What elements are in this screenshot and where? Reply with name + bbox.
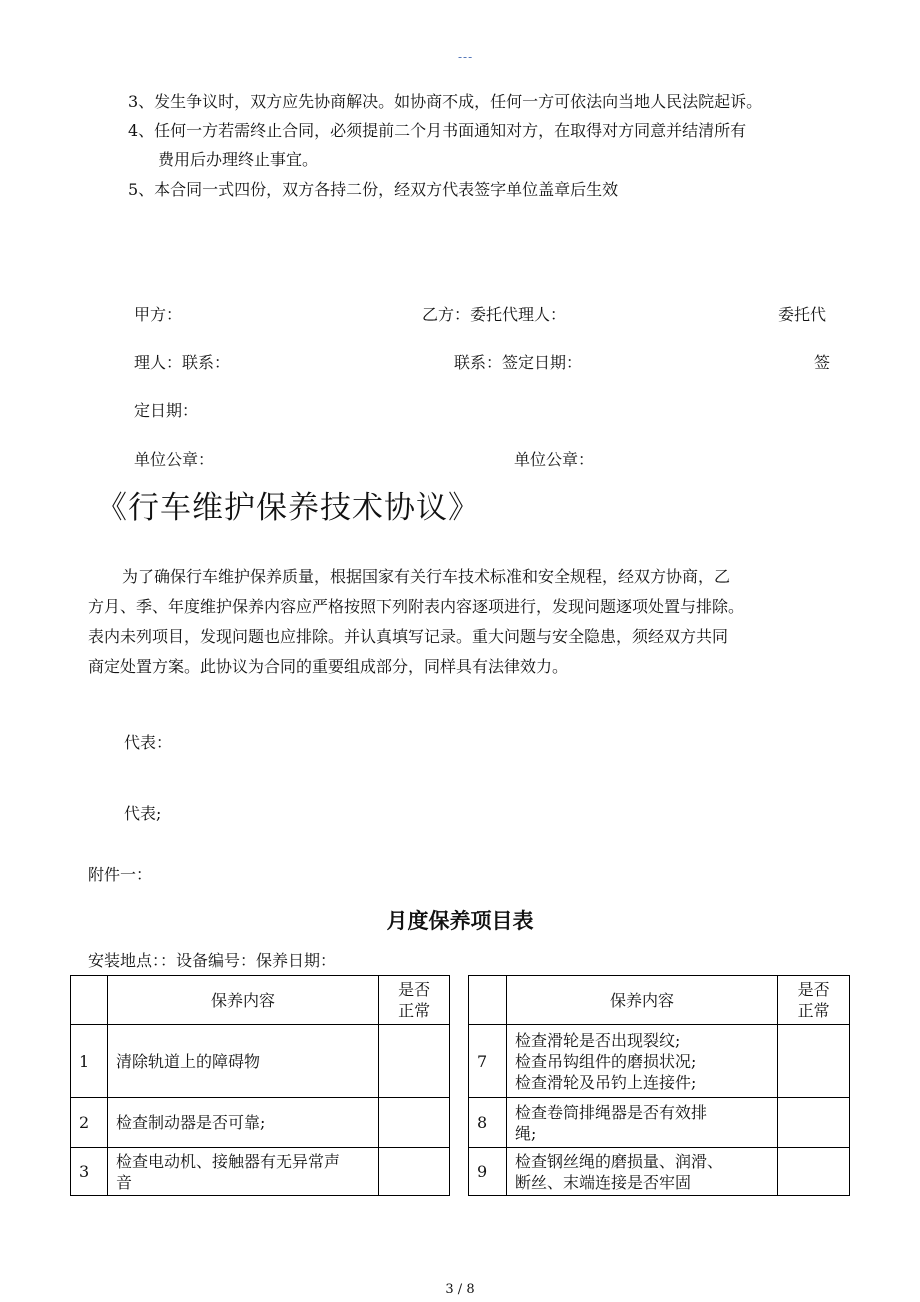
header-normal-line-2: 正常 [797, 1001, 830, 1020]
row-content-line: 断丝、末端连接是否牢固 [514, 1172, 691, 1192]
row-number: 7 [469, 1025, 507, 1098]
sign-fragment: 签 [814, 353, 831, 372]
contact-date-label: 联系：签定日期： [454, 353, 583, 372]
seal-label-a: 单位公章： [134, 450, 215, 469]
header-no-cell [469, 976, 507, 1025]
row-number: 8 [469, 1098, 507, 1148]
sign-date-label: 定日期： [134, 401, 199, 420]
maintenance-table [70, 975, 850, 1195]
row-number: 1 [71, 1025, 108, 1098]
agent-label-fragment: 委托代 [778, 305, 827, 324]
row-content-line: 检查吊钩组件的磨损状况; [514, 1051, 697, 1071]
header-normal-line-2: 正常 [398, 1001, 431, 1020]
row-content: 清除轨道上的障碍物 [107, 1025, 378, 1098]
row-content-line: 检查滑轮及吊钓上连接件; [514, 1072, 697, 1092]
agent-contact-label: 理人：联系： [134, 353, 231, 372]
row-content-line: 音 [115, 1172, 132, 1192]
row-content-line: 检查卷筒排绳器是否有效排 [514, 1102, 707, 1122]
attachment-label: 附件一： [88, 865, 153, 884]
page-number: 3 / 8 [445, 1282, 475, 1297]
representative-label-1: 代表： [124, 733, 173, 752]
row-content-line: 检查电动机、接触器有无异常声 [115, 1151, 340, 1171]
clause-4: 4、任何一方若需终止合同，必须提前二个月书面通知对方，在取得对方同意并结清所有 [128, 121, 747, 140]
header-content-cell: 保养内容 [506, 976, 777, 1025]
representative-label-2: 代表; [124, 804, 162, 823]
clause-4-continued: 费用后办理终止事宜。 [158, 150, 319, 169]
row-normal-cell [379, 1025, 450, 1098]
row-content-line: 绳; [514, 1123, 537, 1143]
row-normal-cell [379, 1148, 450, 1196]
row-content [107, 1148, 378, 1196]
clause-3: 3、发生争议时，双方应先协商解决。如协商不成，任何一方可依法向当地人民法院起诉。 [128, 92, 763, 111]
row-content: 检查制动器是否可靠; [107, 1098, 378, 1148]
row-content-line: 检查钢丝绳的磨损量、润滑、 [514, 1151, 723, 1171]
maintenance-table-right [468, 975, 850, 1196]
header-normal-cell [379, 976, 450, 1025]
header-normal-line-1: 是否 [398, 980, 431, 999]
row-normal-cell [778, 1098, 850, 1148]
agreement-title: 《行车维护保养技术协议》 [96, 490, 480, 526]
row-normal-cell [379, 1098, 450, 1148]
row-number: 3 [71, 1148, 108, 1196]
row-content [506, 1098, 777, 1148]
row-content [506, 1025, 777, 1098]
seal-label-b: 单位公章： [514, 450, 595, 469]
header-mark: --- [458, 50, 474, 64]
table-title: 月度保养项目表 [386, 909, 534, 933]
agreement-body-line-1: 为了确保行车维护保养质量，根据国家有关行车技术标准和安全规程，经双方协商，乙 [122, 567, 731, 586]
agreement-body-line-4: 商定处置方案。此协议为合同的重要组成部分，同样具有法律效力。 [88, 657, 569, 676]
header-content-cell: 保养内容 [107, 976, 378, 1025]
table-spacer [450, 975, 469, 1195]
header-no-cell [71, 976, 108, 1025]
header-normal-line-1: 是否 [797, 980, 830, 999]
agreement-body-line-2: 方月、季、年度维护保养内容应严格按照下列附表内容逐项进行，发现问题逐项处置与排除。 [88, 597, 745, 616]
row-normal-cell [778, 1025, 850, 1098]
header-normal-cell [778, 976, 850, 1025]
row-content-line: 检查滑轮是否出现裂纹; [514, 1030, 681, 1050]
party-b-agent-label: 乙方：委托代理人： [422, 305, 567, 324]
agreement-body-line-3: 表内未列项目，发现问题也应排除。并认真填写记录。重大问题与安全隐患，须经双方共同 [88, 627, 729, 646]
row-normal-cell [778, 1148, 850, 1196]
row-content [506, 1148, 777, 1196]
clause-5: 5、本合同一式四份，双方各持二份，经双方代表签字单位盖章后生效 [128, 180, 619, 199]
party-a-label: 甲方： [134, 305, 183, 324]
info-line: 安装地点：：设备编号：保养日期： [88, 951, 337, 970]
row-number: 2 [71, 1098, 108, 1148]
maintenance-table-left [70, 975, 450, 1196]
row-number: 9 [469, 1148, 507, 1196]
